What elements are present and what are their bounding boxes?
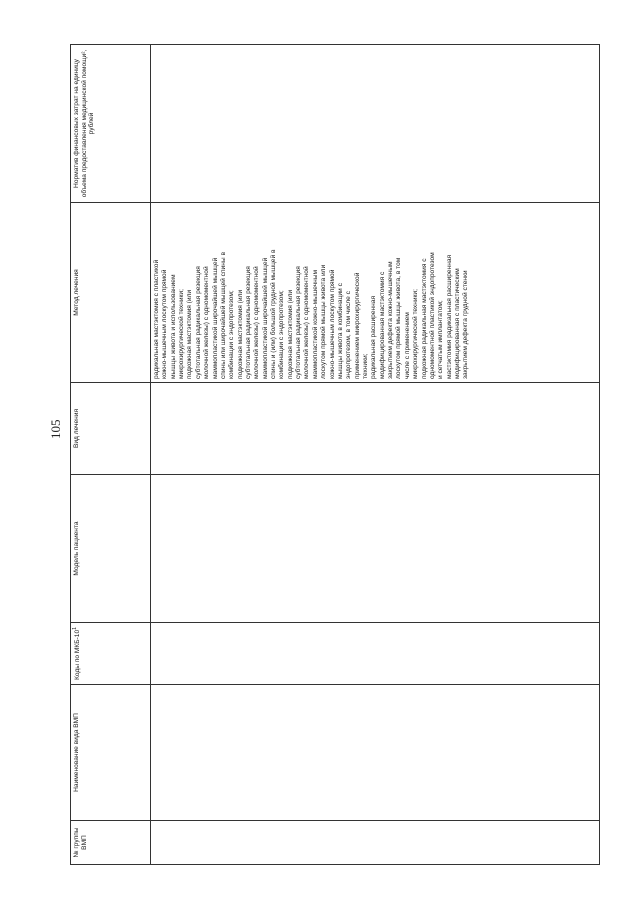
header-patient-model: Модель пациента [71,475,151,623]
page-number: 105 [48,419,63,439]
treatment-method-line: применением микрохирургической [353,272,361,379]
cell-treatment-method [151,203,600,383]
treatment-method-line: микрохирургической техники; [178,289,186,379]
treatment-method-line: спины или широчайшей мышцей спины в [219,252,227,379]
treatment-method-line: кожно-мышечным лоскутом прямой [328,269,336,379]
treatment-method-line: комбинации с эндопротезом; [228,290,236,379]
treatment-method-line: подкожная мастэктомия (или [186,289,194,379]
table-row [151,45,600,865]
header-cost-norm: Норматив финансовых затрат на единицу объема предоставления медицинской помощи², рублей [71,45,151,203]
treatment-method-line: молочной железы) с одномоментной [203,266,211,379]
treatment-table [70,44,600,865]
treatment-method-line: лоскутом прямой мышцы живота, в том [395,257,403,379]
table-header-row [71,45,151,865]
treatment-method-line: лоскутом прямой мышцы живота или [320,264,328,379]
treatment-method-line: кожно-мышечным лоскутом прямой [161,269,169,379]
treatment-method-line: молочной железы) с одномоментной [303,266,311,379]
treatment-method-line: радикальная расширенная [370,295,378,379]
header-mkb-footnote: 1 [72,627,78,630]
treatment-method-line: маммопластикой кожно-мышечным [311,270,319,379]
header-treatment-method: Метод лечения [71,203,151,383]
cell-group-no [151,821,600,865]
treatment-method-line: молочной железы) с одномоментной [253,266,261,379]
treatment-table-container [70,45,600,865]
cell-vmp-name [151,685,600,821]
treatment-method-line: модифицированная с пластическим [453,268,461,379]
header-group-no: № группы ВМП [71,821,151,865]
treatment-method-line: маммопластикой широчайшей мышцей [261,257,269,379]
treatment-method-line: мышцы живота и использованием [169,274,177,379]
treatment-method-line: техники; [361,353,369,379]
treatment-method-line: одномоментной пластикой эндопротезом [428,252,436,379]
treatment-method-line: субтотальная радикальная резекция [295,266,303,379]
treatment-method-line: числе с применением [403,312,411,379]
header-vmp-name: Наименование вида ВМП [71,685,151,821]
treatment-method-line: и сетчатым имплантатом; [437,300,445,379]
treatment-method-line: эндопротезом, в том числе с [345,291,353,379]
treatment-method-line: модифицированная мастэктомия с [378,271,386,379]
header-mkb-codes [71,623,151,685]
treatment-method-line: маммопластикой широчайшей мышцей [211,257,219,379]
treatment-method-line: микрохирургической техники; [412,289,420,379]
cell-cost-norm [151,45,600,203]
cell-patient-model [151,475,600,623]
treatment-method-line: спины и (или) большой грудной мышцей в [270,249,278,379]
treatment-method-line: подкожная мастэктомия (или [236,289,244,379]
treatment-method-line: закрытием дефекта грудной стенки [462,270,470,379]
treatment-method-line: подкожная мастэктомия (или [286,289,294,379]
header-mkb-codes-text: Коды по МКБ-10 [74,629,82,680]
treatment-method-line: субтотальная радикальная резекция [244,266,252,379]
treatment-method-line: комбинации с эндопротезом; [278,290,286,379]
treatment-method-line: мышцы живота в комбинации с [336,283,344,379]
treatment-method-line: мастэктомия радикальная расширенная [445,254,453,379]
cell-treatment-type [151,383,600,475]
treatment-method-line: закрытием дефекта кожно-мышечным [387,261,395,379]
treatment-method-line: субтотальная радикальная резекция [194,266,202,379]
treatment-method-line: радикальная мастэктомия с пластикой [153,259,160,379]
header-treatment-type: Вид лечения [71,383,151,475]
treatment-method-line: подкожная радикальная мастэктомия с [420,258,428,379]
cell-mkb-codes [151,623,600,685]
